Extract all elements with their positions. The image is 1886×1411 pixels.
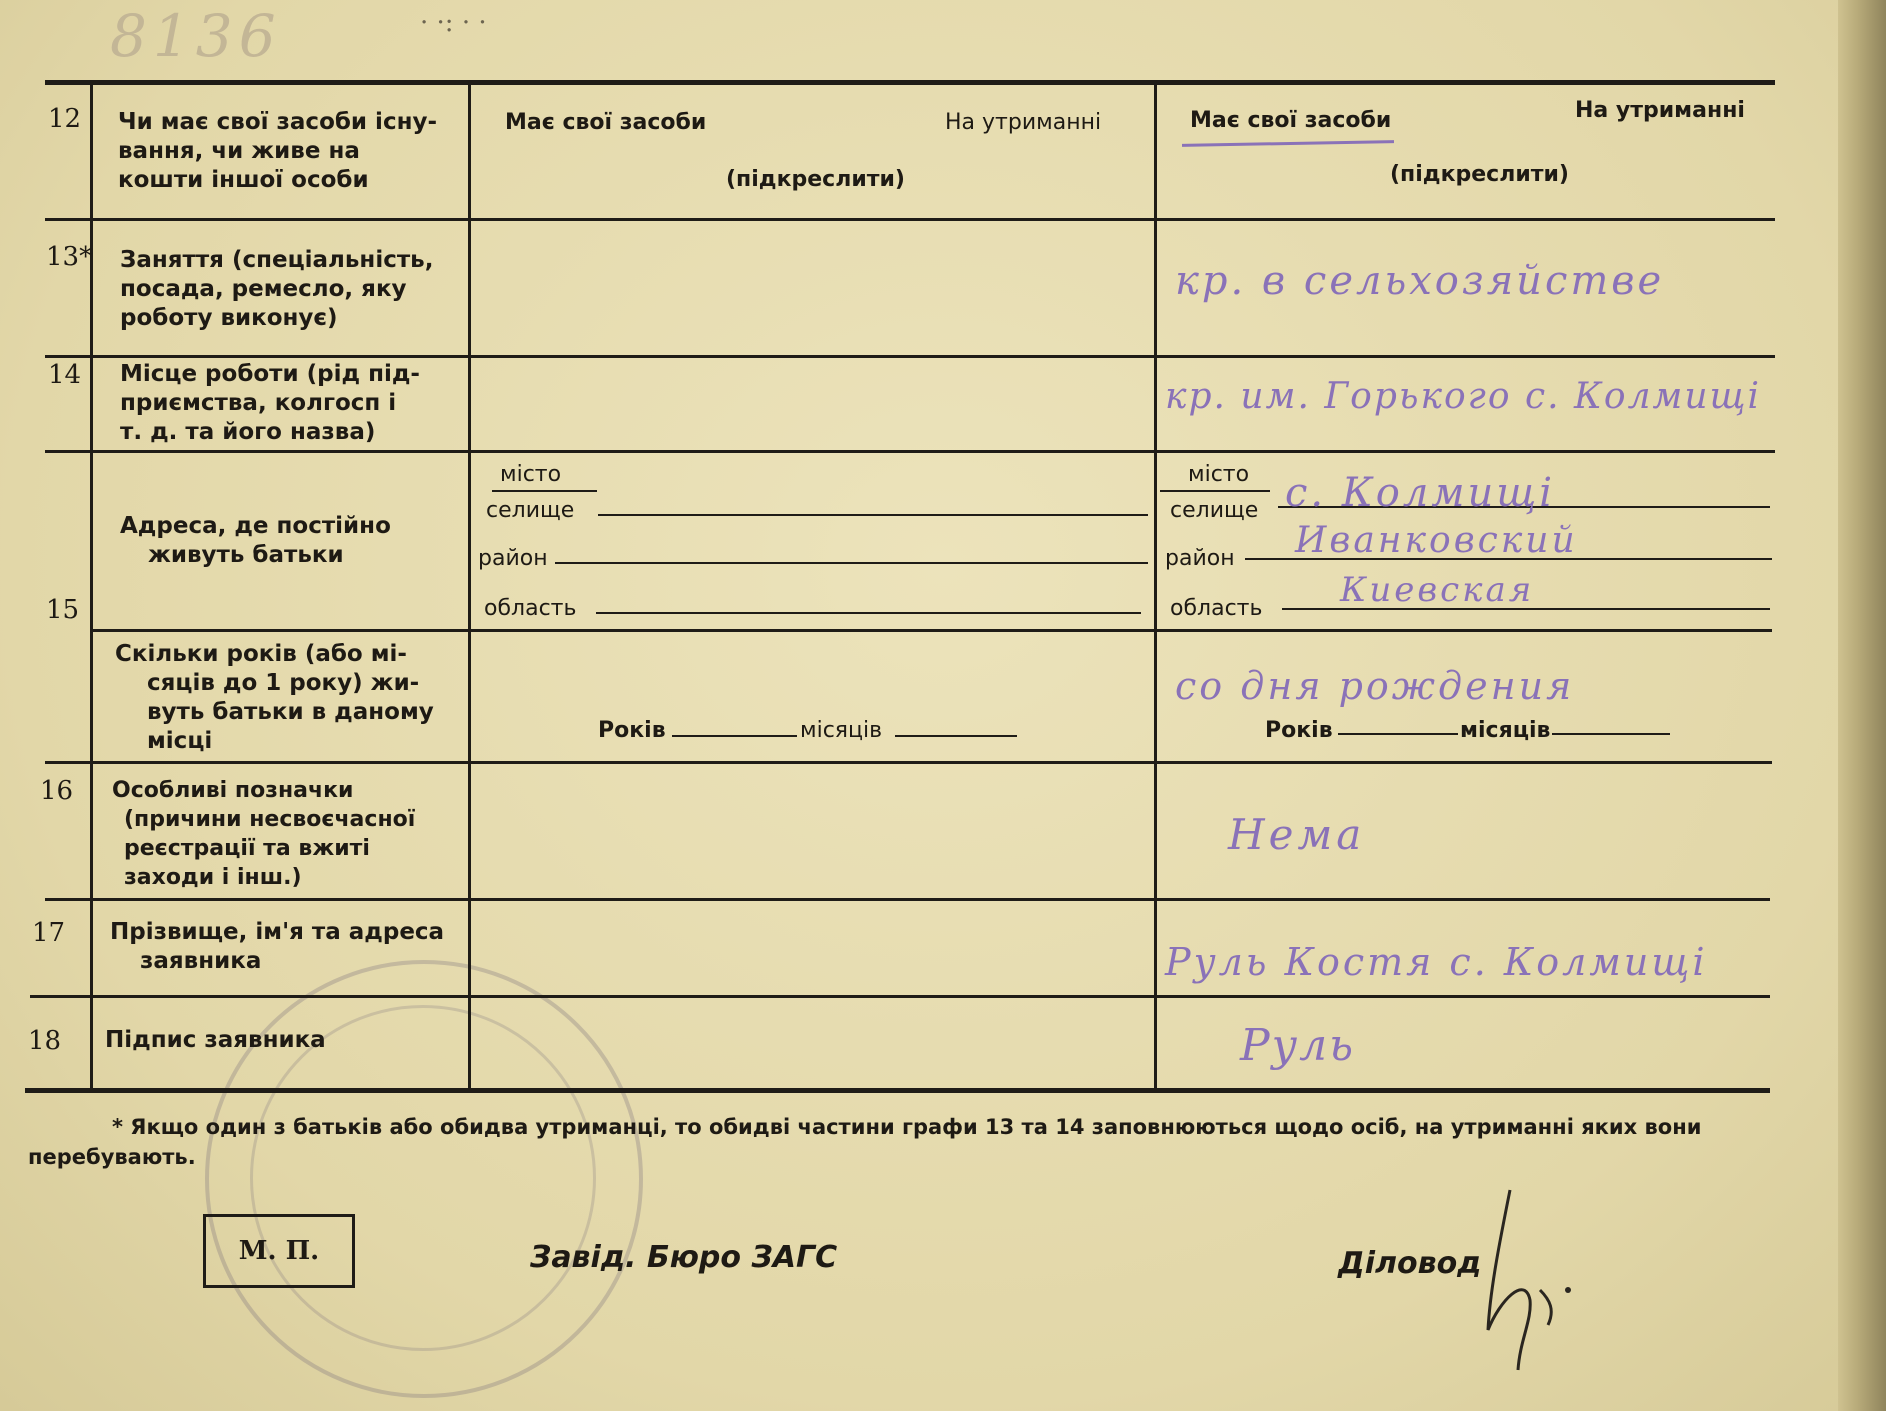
rule-12 — [45, 218, 1775, 221]
row-14-label: Місце роботи (рід під- приємства, колгосп і т. д. та його назва) — [120, 361, 420, 445]
row-15-address-label: Адреса, де постійно живуть батьки — [120, 513, 391, 568]
clerk-label: Діловод — [1338, 1246, 1482, 1281]
row-15-mother-years-value: со дня рождения — [1175, 664, 1575, 708]
col-father-divider — [1154, 82, 1157, 1090]
row-12-mother-own-means: Має свої засоби — [1190, 108, 1392, 133]
row-15-mother-settlement-value: с. Колмищі — [1285, 470, 1556, 516]
row-16-label: Особливі позначки (причини несвоєчасної реєстрації та вжиті заходи і інш.) — [112, 778, 416, 890]
row-15-father-city: місто — [500, 462, 562, 487]
row-15-mother-months: місяців — [1460, 718, 1551, 743]
pencil-scribble: · ·: · · — [420, 8, 487, 38]
row-15-father-years: Років — [598, 718, 666, 743]
rule-15a — [90, 629, 1772, 632]
row-15-father-region: область — [484, 596, 577, 621]
rule-14 — [45, 450, 1775, 453]
row-15-years-label: Скільки років (або мі- сяців до 1 року) жи- вуть батьки в даному місці — [115, 641, 434, 754]
rule-13 — [45, 355, 1775, 358]
rule-15b — [45, 761, 1772, 764]
row-15-mother-region-value: Киевская — [1340, 570, 1535, 610]
row-18-number: 18 — [28, 1026, 62, 1056]
row-14-mother-value: кр. им. Горького с. Колмищі — [1165, 376, 1762, 417]
row-15-mother-city: місто — [1188, 462, 1250, 487]
row-15-mother-settlement: селище — [1170, 498, 1259, 523]
row-15-father-years-line — [672, 735, 797, 737]
row-12-father-dependent: На утриманні — [945, 110, 1102, 135]
row-17-mother-value: Руль Костя с. Колмищі — [1165, 940, 1708, 984]
row-15-mother-years: Років — [1265, 718, 1333, 743]
row-15-father-months-line — [895, 735, 1017, 737]
row-16-mother-value: Нема — [1228, 810, 1366, 859]
row-12-mother-hint: (підкреслити) — [1390, 162, 1569, 187]
row-15-father-district-line — [555, 562, 1148, 564]
row-13-label: Заняття (спеціальність, посада, ремесло, яку роботу виконує) — [120, 247, 434, 331]
rule-16 — [45, 898, 1770, 901]
row-15-mother-city-line — [1160, 490, 1270, 492]
row-12-number: 12 — [48, 104, 82, 134]
row-15-mother-years-line — [1338, 733, 1458, 735]
seal-stamp-inner-icon — [250, 1005, 596, 1351]
row-15-father-city-line — [492, 490, 597, 492]
row-15-father-settlement-line — [598, 514, 1148, 516]
clerk-signature-icon — [1470, 1180, 1600, 1380]
col-label-divider — [468, 82, 471, 1090]
rule-17 — [30, 995, 1770, 998]
footnote: * Якщо один з батьків або обидва утриманці, то обидві частини графи 13 та 14 заповнюються щодо осіб, на утриманні яких вони перебувають. — [28, 1115, 1702, 1169]
row-15-mother-months-line — [1552, 733, 1670, 735]
rule-bottom — [25, 1088, 1770, 1093]
row-14-number: 14 — [48, 360, 82, 390]
row-18-label: Підпис заявника — [105, 1027, 326, 1053]
row-15-mother-region: область — [1170, 596, 1263, 621]
row-12-mother-dependent: На утриманні — [1575, 98, 1745, 123]
row-12-father-hint: (підкреслити) — [726, 167, 905, 192]
archive-number: 8136 — [110, 2, 282, 70]
row-18-mother-signature: Руль — [1240, 1020, 1356, 1071]
rule-top — [45, 80, 1775, 85]
row-15-father-region-line — [596, 612, 1141, 614]
row-15-mother-district-value: Иванковский — [1295, 520, 1578, 561]
row-15-father-district: район — [478, 546, 548, 571]
seal-placeholder-box: М. П. — [203, 1214, 355, 1288]
row-15-father-months: місяців — [800, 718, 883, 743]
row-15-father-settlement: селище — [486, 498, 575, 523]
row-17-label: Прізвище, ім'я та адреса заявника — [110, 919, 445, 974]
col-num-divider — [90, 82, 93, 1090]
page-edge — [1838, 0, 1886, 1411]
registry-head-label: Завід. Бюро ЗАГС — [530, 1240, 838, 1275]
row-13-number: 13* — [46, 242, 93, 272]
row-15-mother-district: район — [1165, 546, 1235, 571]
row-17-number: 17 — [32, 918, 66, 948]
row-12-label: Чи має свої засоби існу- вання, чи живе на кошти іншої особи — [118, 109, 438, 193]
row-15-number: 15 — [46, 595, 80, 625]
row-16-number: 16 — [40, 776, 74, 806]
row-12-father-own-means: Має свої засоби — [505, 110, 707, 135]
row-13-mother-value: кр. в сельхозяйстве — [1175, 258, 1665, 304]
